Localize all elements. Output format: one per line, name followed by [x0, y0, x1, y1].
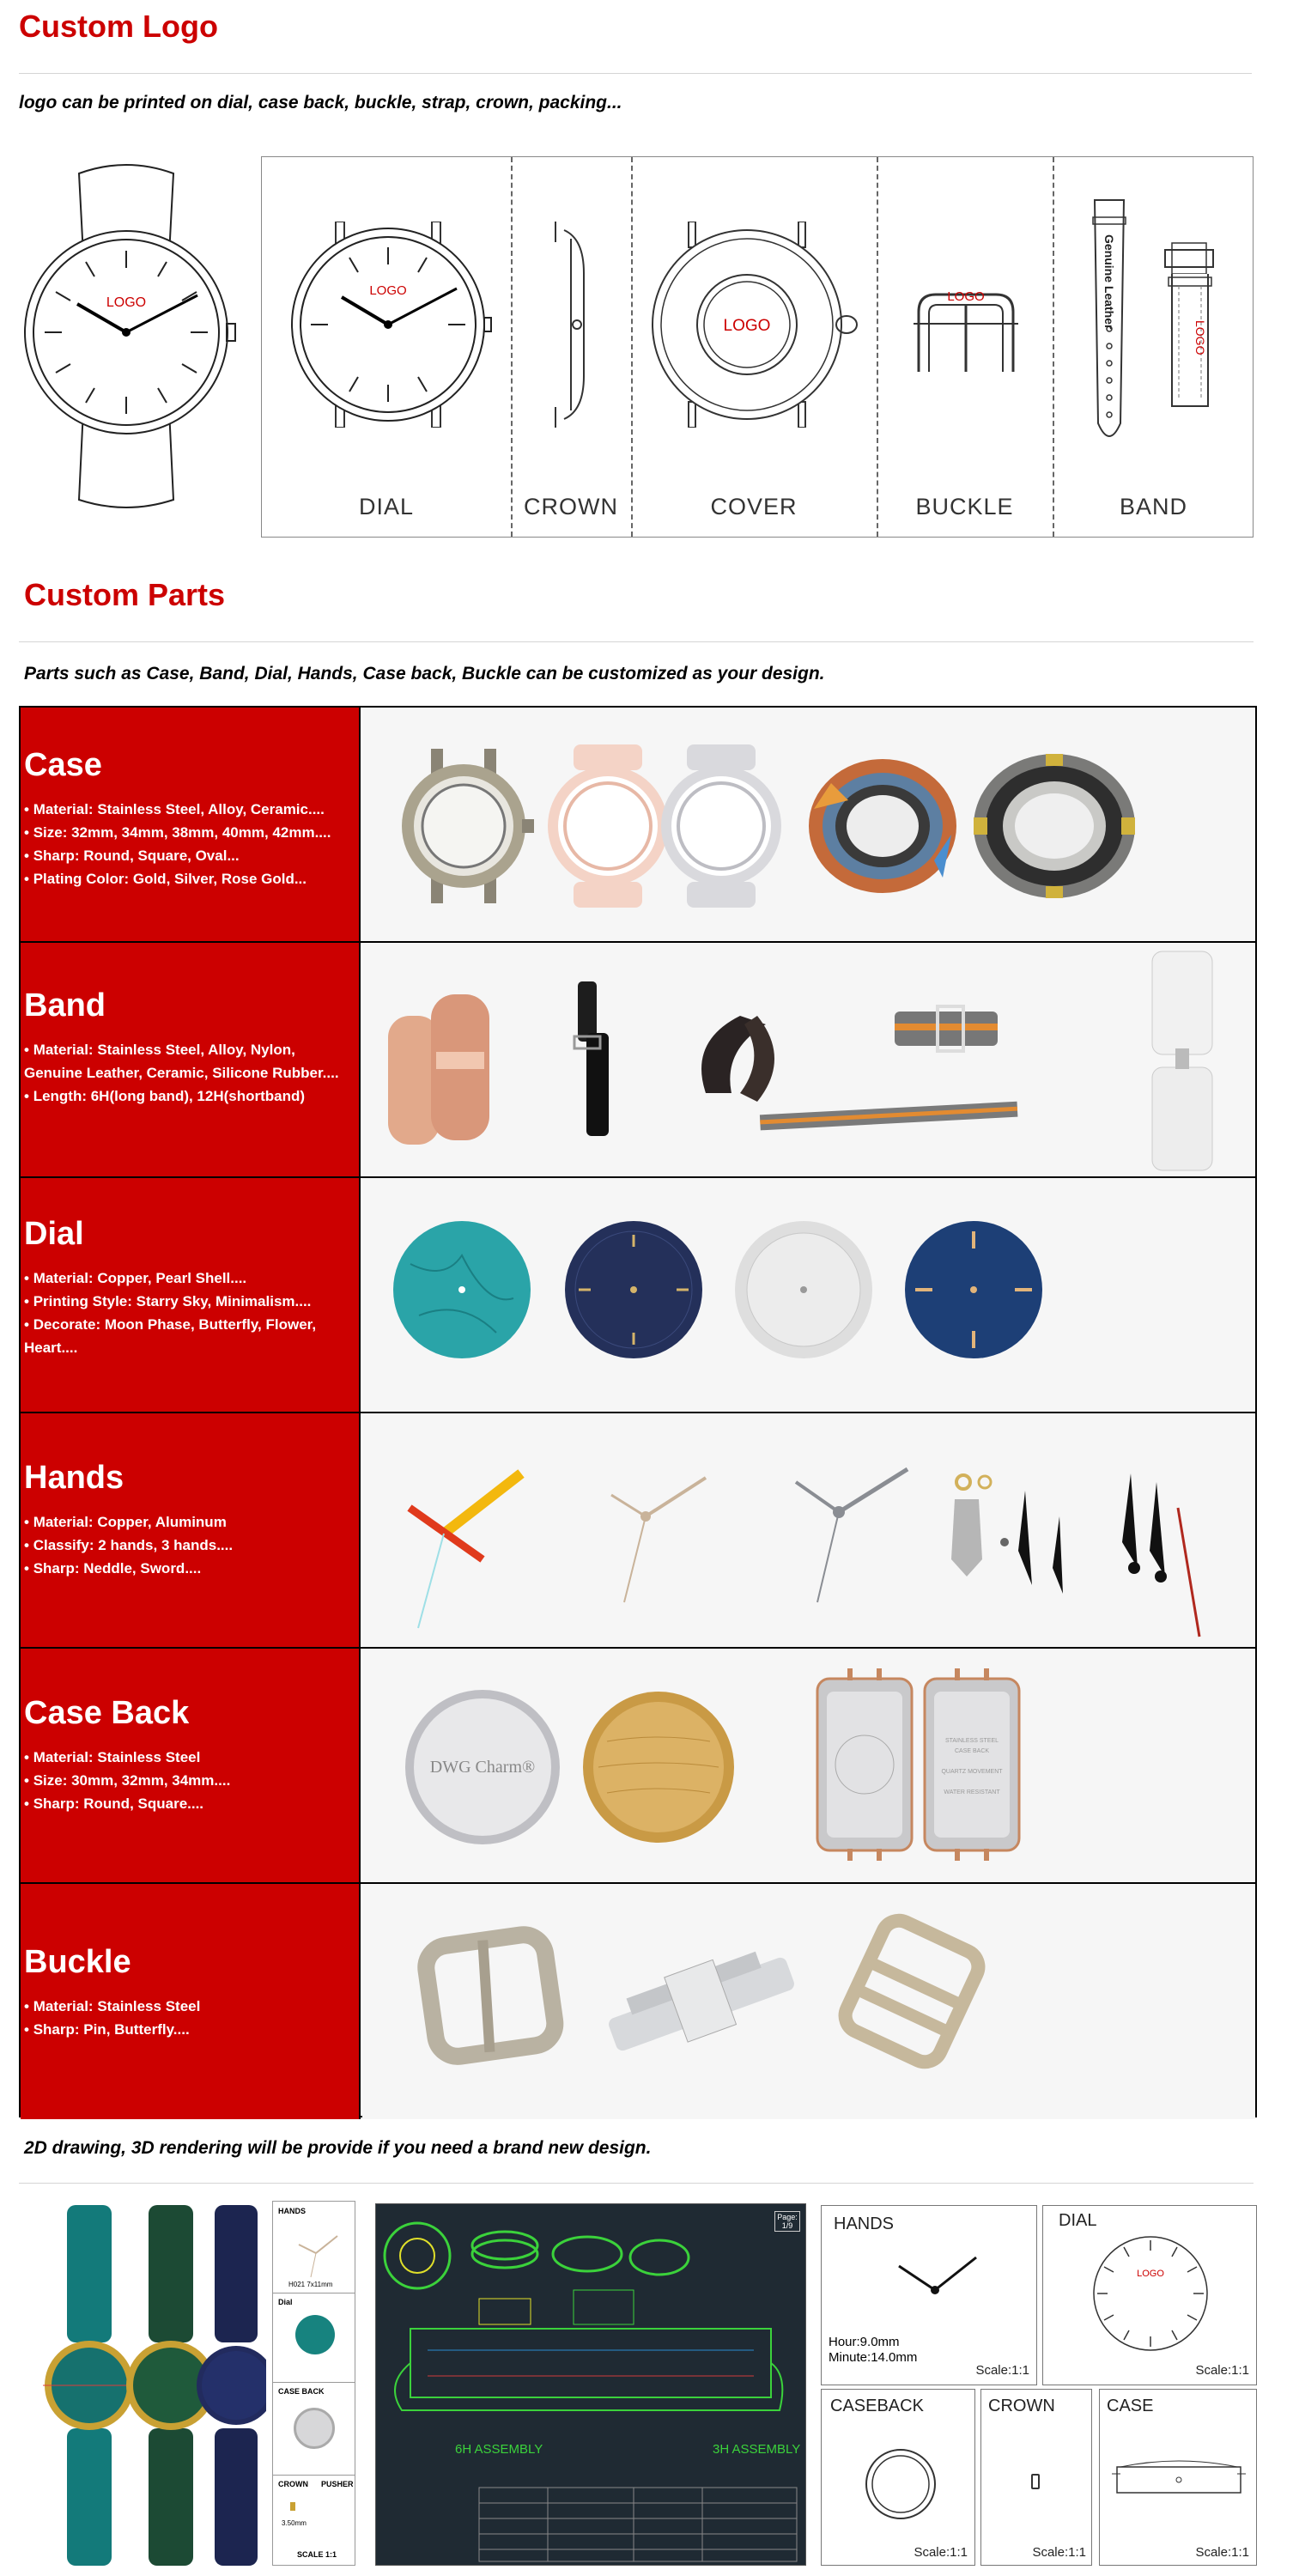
- hands-hour-size: Hour:9.0mm: [829, 2335, 900, 2349]
- caseback-brand-text: DWG Charm®: [429, 1758, 536, 1777]
- hands-panel-title: HANDS: [834, 2215, 895, 2233]
- row-images: [362, 1178, 1255, 1412]
- parts-table: [19, 706, 1257, 2117]
- row-images: [362, 708, 1255, 941]
- spec-hands-size: H021 7x11mm: [288, 2281, 333, 2288]
- row-images: [362, 1884, 1255, 2119]
- table-row: [21, 1178, 1255, 1413]
- engraving-text: QUARTZ MOVEMENT: [941, 1769, 1003, 1775]
- caseback-samples-image: [362, 1649, 1255, 1880]
- dial-scale: Scale:1:1: [1195, 2363, 1249, 2378]
- case-line-drawing: [1108, 2458, 1249, 2510]
- spec-caseback-image: [294, 2408, 335, 2449]
- custom-logo-title: Custom Logo: [19, 9, 218, 44]
- buckle-drawing: [910, 286, 1022, 380]
- spec-crown-image: [290, 2502, 295, 2511]
- label-band: BAND: [1119, 494, 1187, 519]
- spec-hands-image: [290, 2227, 342, 2279]
- case-panel: [1099, 2389, 1257, 2566]
- spec-pusher-label: PUSHER: [321, 2480, 354, 2488]
- divider: [273, 2382, 355, 2383]
- row-header: Hands • Material: Copper, Aluminum • Classify: 2 hands, 3 hands.... • Sharp: Neddle, Sword....: [21, 1413, 361, 1647]
- bullet: Material: Stainless Steel, Alloy, Nylon, Genuine Leather, Ceramic, Silicone Rubber....: [24, 1042, 339, 1081]
- bullet: Size: 30mm, 32mm, 34mm....: [33, 1772, 231, 1789]
- row-header: Case • Material: Stainless Steel, Alloy, Ceramic.... • Size: 32mm, 34mm, 38mm, 40mm, 42mm.... • Sharp: Round, Square, Oval... • Plating Color: Gold, Silver, Rose Gold...: [21, 708, 361, 941]
- row-header: Buckle • Material: Stainless Steel • Sharp: Pin, Butterfly....: [21, 1884, 361, 2119]
- hands-samples-image: [362, 1413, 1255, 1645]
- bullet: Material: Copper, Aluminum: [33, 1514, 227, 1530]
- band-text: Genuine Leather: [1102, 234, 1116, 330]
- hands-scale: Scale:1:1: [975, 2363, 1029, 2378]
- bullet: Length: 6H(long band), 12H(shortband): [33, 1088, 306, 1104]
- engraving-text: CASE BACK: [954, 1748, 990, 1754]
- logo-mark: LOGO: [723, 317, 771, 335]
- logo-placement-box: [261, 156, 1254, 538]
- bullet: Material: Stainless Steel: [33, 1998, 201, 2014]
- case-scale: Scale:1:1: [1195, 2545, 1249, 2560]
- row-title: Case: [24, 747, 102, 783]
- logo-mark: LOGO: [106, 295, 147, 310]
- table-row: [21, 708, 1255, 943]
- row-header: Band • Material: Stainless Steel, Alloy, Nylon, Genuine Leather, Ceramic, Silicone Rubber.... • Length: 6H(long band), 12H(shortband): [21, 943, 361, 1176]
- dial-panel: [1042, 2205, 1257, 2385]
- row-images: [362, 943, 1255, 1176]
- label-crown: CROWN: [524, 494, 618, 519]
- engraving-text: WATER RESISTANT: [944, 1789, 1000, 1795]
- row-header: Dial • Material: Copper, Pearl Shell.... • Printing Style: Starry Sky, Minimalism.... • Decorate: Moon Phase, Butterfly, Flower, Heart....: [21, 1178, 361, 1412]
- spec-dial-label: Dial: [278, 2298, 293, 2306]
- divider: [19, 2183, 1254, 2184]
- crown-panel-title: CROWN: [988, 2397, 1055, 2415]
- bullet: Sharp: Pin, Butterfly....: [33, 2021, 190, 2038]
- logo-mark: LOGO: [1137, 2269, 1164, 2279]
- divider: [511, 157, 513, 537]
- logo-mark: LOGO: [369, 283, 407, 298]
- table-row: [21, 1884, 1255, 2119]
- crown-scale: Scale:1:1: [1032, 2545, 1086, 2560]
- dial-samples-image: [362, 1178, 1255, 1410]
- row-images: [362, 1413, 1255, 1647]
- label-dial: DIAL: [358, 494, 415, 519]
- custom-parts-title: Custom Parts: [24, 577, 226, 612]
- divider: [273, 2475, 355, 2476]
- divider: [1053, 157, 1054, 537]
- case-panel-title: CASE: [1107, 2397, 1154, 2415]
- caseback-scale: Scale:1:1: [914, 2545, 968, 2560]
- dial-panel-title: DIAL: [1059, 2211, 1097, 2230]
- hands-panel: [821, 2205, 1037, 2385]
- bullet: Decorate: Moon Phase, Butterfly, Flower, Heart....: [24, 1316, 317, 1356]
- watch-renders-image: [43, 2205, 266, 2566]
- band-drawing: [1086, 191, 1241, 466]
- cad-page-label: Page: 1/9: [774, 2211, 800, 2232]
- bullet: Material: Copper, Pearl Shell....: [33, 1270, 247, 1286]
- bullet: Sharp: Neddle, Sword....: [33, 1560, 202, 1577]
- crown-panel: [980, 2389, 1092, 2566]
- divider: [19, 73, 1252, 74]
- crown-line-drawing: [1031, 2474, 1040, 2489]
- parts-subtitle: Parts such as Case, Band, Dial, Hands, Case back, Buckle can be customized as your design.: [24, 664, 825, 683]
- bullet: Sharp: Round, Square, Oval...: [33, 848, 240, 864]
- cover-drawing: [644, 222, 867, 428]
- spec-hands-label: HANDS: [278, 2207, 307, 2215]
- caseback-line-drawing: [858, 2441, 944, 2527]
- bullet: Material: Stainless Steel: [33, 1749, 201, 1765]
- logo-mark: LOGO: [1193, 320, 1207, 355]
- case-samples-image: [362, 708, 1255, 939]
- table-row: [21, 1649, 1255, 1884]
- logo-mark: LOGO: [947, 289, 985, 304]
- drawing-subtitle: 2D drawing, 3D rendering will be provide if you need a brand new design.: [24, 2138, 652, 2158]
- row-title: Case Back: [24, 1695, 190, 1731]
- hands-minute-size: Minute:14.0mm: [829, 2350, 918, 2365]
- spec-crown-label: CROWN: [278, 2480, 308, 2488]
- caseback-panel-title: CASEBACK: [830, 2397, 924, 2415]
- bullet: Size: 32mm, 34mm, 38mm, 40mm, 42mm....: [33, 824, 331, 841]
- table-row: [21, 1413, 1255, 1649]
- band-samples-image: [362, 943, 1255, 1175]
- engraving-text: STAINLESS STEEL: [944, 1738, 999, 1744]
- dial-drawing: [288, 222, 494, 428]
- cad-6h-label: 6H ASSEMBLY: [455, 2442, 543, 2457]
- spec-caseback-label: CASE BACK: [278, 2387, 325, 2396]
- crown-drawing: [545, 222, 597, 428]
- spec-sheet: [272, 2201, 355, 2566]
- divider: [631, 157, 633, 537]
- dial-line-drawing: [1090, 2233, 1211, 2354]
- bullet: Plating Color: Gold, Silver, Rose Gold...: [33, 871, 307, 887]
- cad-3h-label: 3H ASSEMBLY: [713, 2442, 801, 2457]
- divider: [19, 641, 1254, 642]
- row-header: Case Back • Material: Stainless Steel • Size: 30mm, 32mm, 34mm.... • Sharp: Round, Square....: [21, 1649, 361, 1882]
- divider: [877, 157, 878, 537]
- buckle-samples-image: [362, 1884, 1255, 2116]
- cad-linework: [376, 2204, 805, 2565]
- row-images: [362, 1649, 1255, 1882]
- table-row: [21, 943, 1255, 1178]
- row-title: Dial: [24, 1216, 84, 1252]
- hands-line-drawing: [890, 2240, 985, 2318]
- bullet: Classify: 2 hands, 3 hands....: [33, 1537, 234, 1553]
- label-buckle: BUCKLE: [915, 494, 1014, 519]
- cad-drawing: [375, 2203, 806, 2566]
- caseback-panel: [821, 2389, 975, 2566]
- bullet: Printing Style: Starry Sky, Minimalism....: [33, 1293, 312, 1309]
- spec-dial-image: [295, 2315, 335, 2354]
- row-title: Hands: [24, 1460, 124, 1496]
- spec-crown-size: 3.50mm: [282, 2519, 307, 2527]
- label-cover: COVER: [710, 494, 798, 519]
- logo-subtitle: logo can be printed on dial, case back, buckle, strap, crown, packing...: [19, 93, 622, 112]
- bullet: Sharp: Round, Square....: [33, 1795, 204, 1812]
- row-title: Buckle: [24, 1944, 131, 1980]
- row-title: Band: [24, 987, 106, 1024]
- watch-outline-illustration: [19, 156, 242, 517]
- bullet: Material: Stainless Steel, Alloy, Ceramic....: [33, 801, 325, 817]
- spec-scale: SCALE 1:1: [297, 2550, 337, 2559]
